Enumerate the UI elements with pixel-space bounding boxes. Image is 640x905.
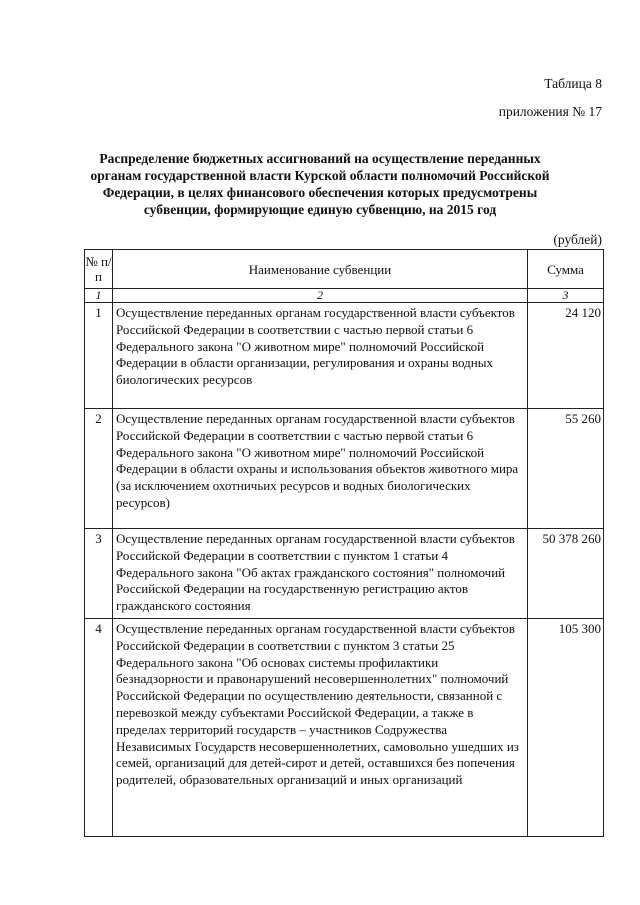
appendix-label: приложения № 17 [498,104,602,119]
column-header-sum: Сумма [528,250,604,289]
row-name: Осуществление переданных органам государственной власти субъектов Российской Федерации в соответствии с пунктом 3 статьи 25 Федерального закона "Об основах системы профилактики безнадзорности и правонарушений несовершеннолетних" полномочий Российской Федерации по осуществлению деятельности, связанной с перевозкой между субъектами Российской Федерации, а также в пределах территорий государств – участников Содружества Независимых Государств несовершеннолетних, самовольно ушедших из семей, организаций для детей-сирот и детей, оставшихся без попечения родителей, образовательных организаций и иных организаций [113,619,528,837]
table-row [85,529,604,619]
column-header-number: № п/п [85,250,113,289]
row-sum: 105 300 [528,619,604,837]
column-index-row [85,289,604,303]
row-name: Осуществление переданных органам государственной власти субъектов Российской Федерации в соответствии с частью первой статьи 6 Федерального закона "О животном мире" полномочий Российской Федерации в области организации, регулирования и охраны водных биологических ресурсов [113,303,528,409]
row-number: 4 [85,619,113,837]
document-title: Распределение бюджетных ассигнований на осуществление переданных органам государственной власти Курской области полномочий Российской Федерации, в целях финансового обеспечения которых предусмотрены субвенции, формирующие единую субвенцию, на 2015 год [90,151,550,217]
column-index: 3 [528,289,604,303]
row-sum: 24 120 [528,303,604,409]
row-name: Осуществление переданных органам государственной власти субъектов Российской Федерации в соответствии с пунктом 1 статьи 4 Федерального закона "Об актах гражданского состояния" полномочий Российской Федерации на государственную регистрацию актов гражданского состояния [113,529,528,619]
row-number: 2 [85,409,113,529]
table-label: Таблица 8 [544,76,602,91]
unit-label: (рублей) [553,232,602,247]
table-header-row [85,250,604,289]
row-number: 1 [85,303,113,409]
column-header-name: Наименование субвенции [113,250,528,289]
row-name: Осуществление переданных органам государственной власти субъектов Российской Федерации в соответствии с частью первой статьи 6 Федерального закона "О животном мире" полномочий Российской Федерации в области охраны и использования объектов животного мира (за исключением охотничьих ресурсов и водных биологических ресурсов) [113,409,528,529]
table-row [85,409,604,529]
subsidy-table [84,249,604,837]
row-sum: 50 378 260 [528,529,604,619]
row-number: 3 [85,529,113,619]
row-sum: 55 260 [528,409,604,529]
table-row [85,303,604,409]
column-index: 2 [113,289,528,303]
table-row [85,619,604,837]
column-index: 1 [85,289,113,303]
